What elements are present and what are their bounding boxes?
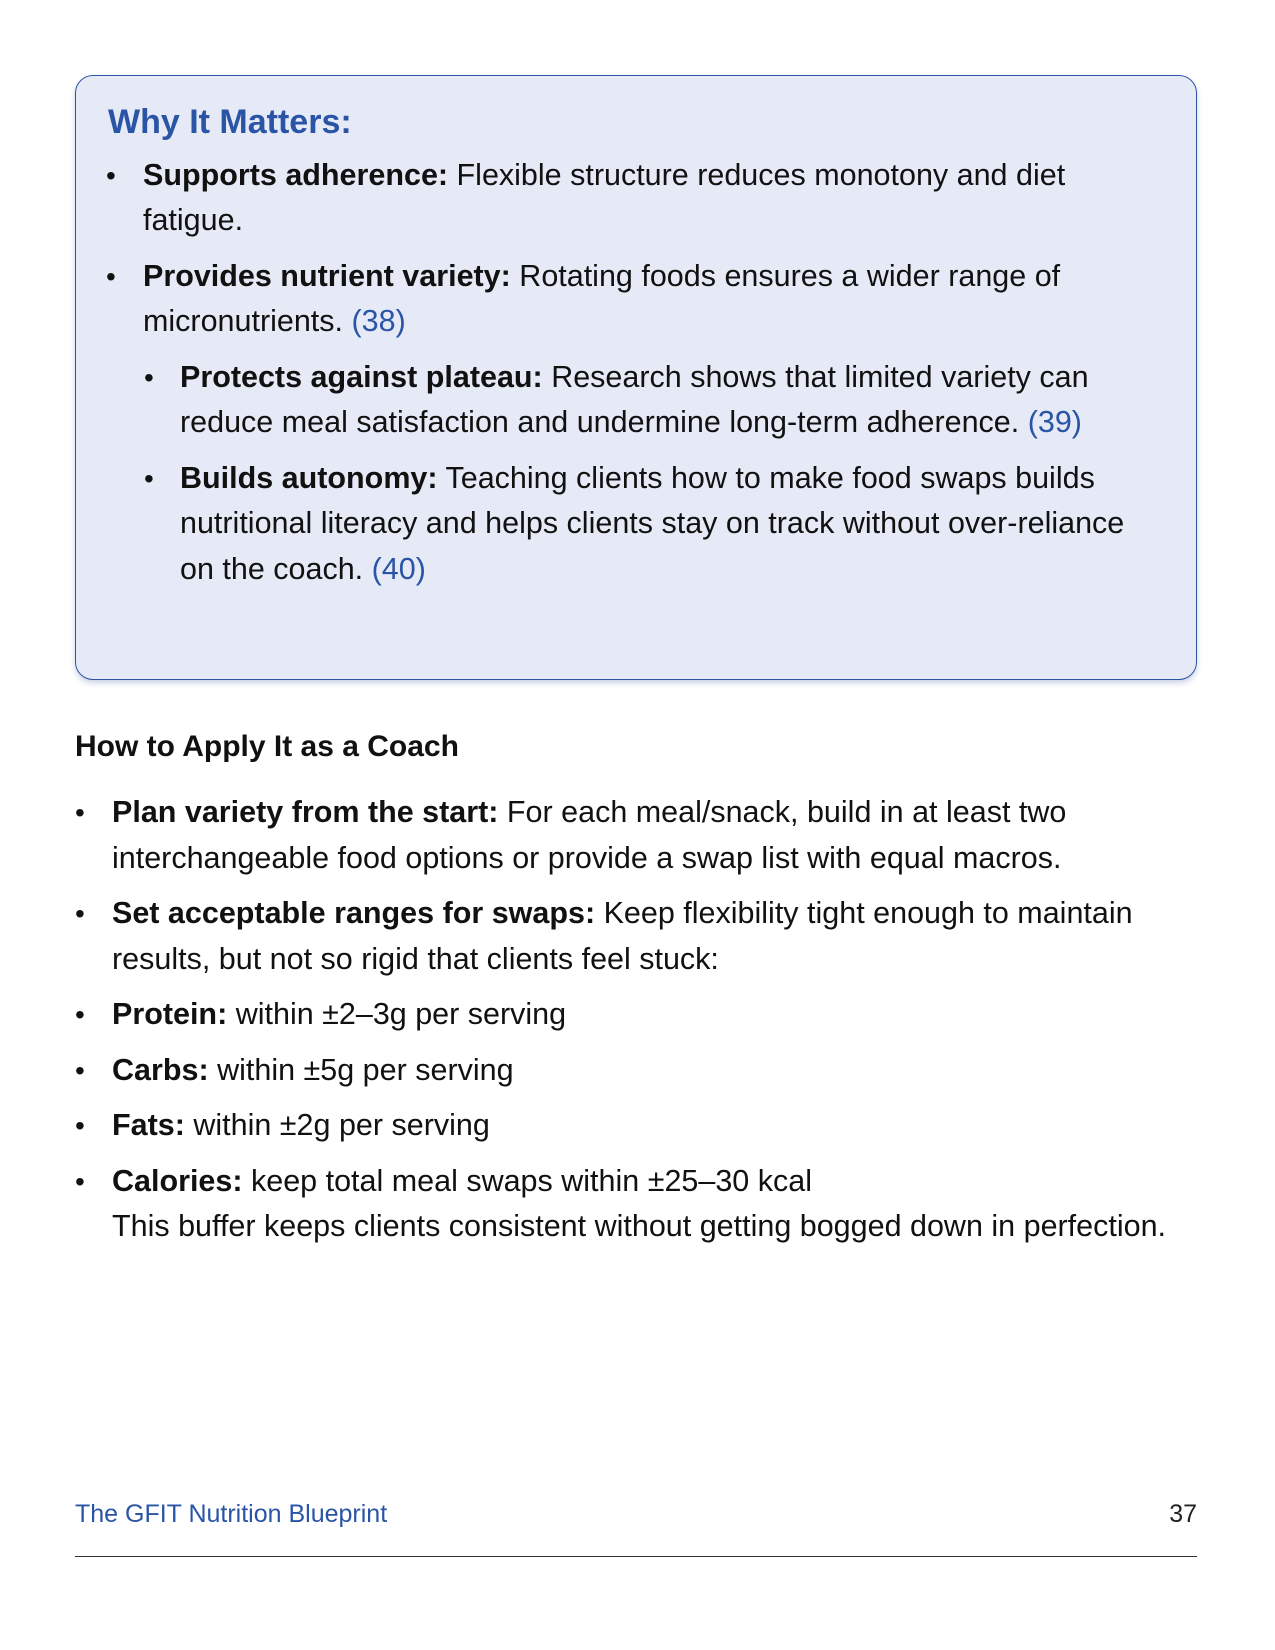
bullet-icon: • (75, 999, 85, 1030)
list-item (106, 355, 1166, 446)
why-it-matters-callout (75, 75, 1197, 680)
item-text: within ±5g per serving (208, 1052, 514, 1087)
citation-link[interactable]: (39) (1019, 405, 1082, 440)
list-item (75, 1048, 1185, 1094)
list-item (75, 1103, 1185, 1149)
list-item (106, 153, 1166, 244)
citation-link[interactable]: (40) (363, 551, 426, 586)
list-item (75, 1159, 1185, 1250)
item-term: Supports adherence: (143, 157, 449, 192)
list-item (75, 790, 1185, 881)
item-text: Keep flexibility tight enough to maintain results, but not so rigid that clients feel stuck: (112, 896, 1133, 976)
list-item (75, 992, 1185, 1038)
item-text: within ±2g per serving (184, 1108, 490, 1142)
bullet-icon: • (75, 898, 85, 929)
bullet-icon: • (75, 1110, 85, 1141)
bullet-icon: • (75, 797, 85, 828)
bullet-icon: • (106, 159, 116, 191)
item-term: Calories: (112, 1163, 243, 1198)
bullet-icon: • (75, 1165, 85, 1197)
item-note: This buffer keeps clients consistent without getting bogged down in perfection. (112, 1209, 1167, 1243)
page-number: 37 (1169, 1500, 1197, 1528)
item-text: For each meal/snack, build in at least two interchangeable food options or provide a swap list with equal macros. (112, 795, 1067, 875)
list-item (106, 254, 1166, 345)
bullet-icon: • (144, 361, 154, 393)
bullet-icon: • (106, 260, 116, 292)
footer-document-title: The GFIT Nutrition Blueprint (75, 1500, 388, 1528)
item-term: Builds autonomy: (180, 460, 438, 495)
section-heading: How to Apply It as a Coach (75, 730, 459, 763)
footer-divider (75, 1556, 1197, 1557)
callout-title: Why It Matters: (108, 103, 352, 141)
citation-link[interactable]: (38) (343, 304, 406, 339)
item-term: Protein: (112, 997, 228, 1031)
item-term: Protects against plateau: (180, 359, 543, 394)
item-text: within ±2–3g per serving (227, 997, 567, 1031)
item-text: Rotating foods ensures a wider range of micronutrients. (143, 258, 1061, 339)
callout-list (106, 153, 1166, 345)
list-item (75, 891, 1185, 982)
bullet-icon: • (144, 462, 154, 494)
callout-sublist (106, 355, 1166, 593)
item-text: Teaching clients how to make food swaps builds nutritional literacy and helps clients stay on track without over-reliance on the coach. (180, 460, 1125, 586)
item-text: keep total meal swaps within ±25–30 kcal (242, 1163, 812, 1198)
item-text: Flexible structure reduces monotony and diet fatigue. (143, 157, 1066, 238)
item-text: Research shows that limited variety can reduce meal satisfaction and undermine long-term adherence. (180, 359, 1089, 440)
item-term: Fats: (112, 1108, 185, 1142)
item-term: Carbs: (112, 1052, 209, 1087)
item-term: Set acceptable ranges for swaps: (112, 896, 596, 930)
item-term: Plan variety from the start: (112, 795, 499, 829)
item-term: Provides nutrient variety: (143, 258, 511, 293)
list-item (106, 456, 1166, 593)
bullet-icon: • (75, 1054, 85, 1086)
apply-list (75, 790, 1185, 1260)
